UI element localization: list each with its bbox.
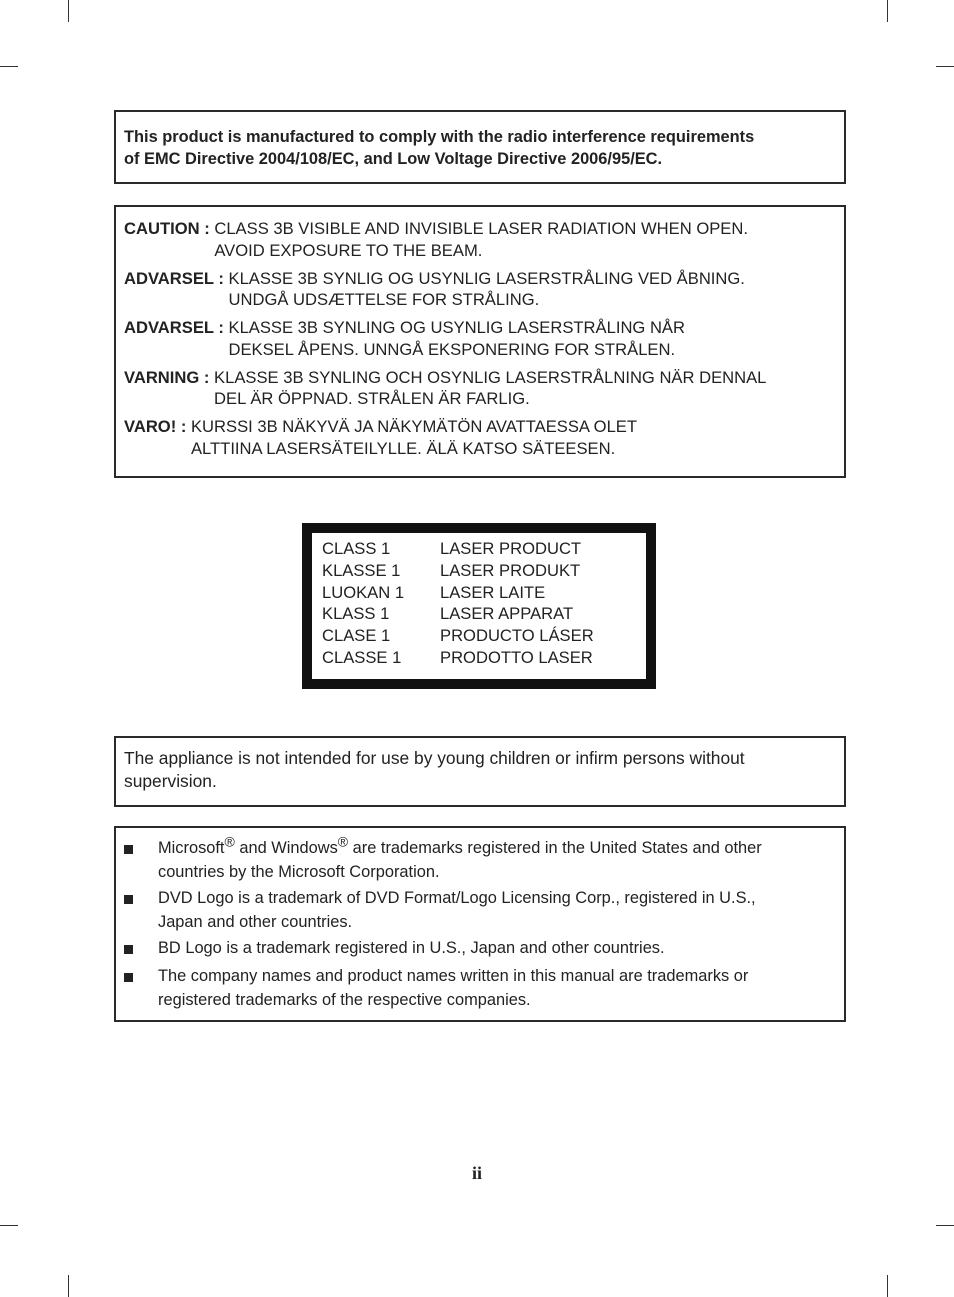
crop-mark (0, 1225, 18, 1226)
crop-mark (887, 0, 888, 22)
crop-mark (936, 66, 954, 67)
class-label-product: PRODOTTO LASER (440, 647, 593, 667)
warning-text: KLASSE 3B SYNLING OG USYNLIG LASERSTRÅLING NÅR (228, 318, 685, 337)
registered-mark: ® (224, 833, 235, 850)
square-bullet-icon (124, 973, 133, 982)
warning-label: ADVARSEL : (124, 318, 229, 337)
warning-text: KLASSE 3B SYNLING OCH OSYNLIG LASERSTRÅLNING NÄR DENNAL (214, 367, 767, 387)
page-number: ii (471, 1163, 482, 1183)
laser-warning-box (114, 205, 846, 478)
appliance-notice-box (114, 736, 846, 807)
laser-warning-norwegian (124, 317, 836, 360)
trademark-text: Microsoft® and Windows® are trademarks registered in the United States and other (158, 833, 762, 857)
crop-mark (0, 66, 18, 67)
registered-mark: ® (337, 833, 349, 850)
class-label-class: CLASS 1 (322, 539, 391, 558)
laser-warning-caution (124, 218, 836, 261)
class-label-product: LASER PRODUCT (440, 539, 582, 558)
trademark-item (124, 886, 836, 934)
warning-text: UNDGÅ UDSÆTTELSE FOR STRÅLING. (228, 290, 540, 309)
class-label-row (322, 625, 646, 647)
warning-text: DEKSEL ÅPENS. UNNGÅ EKSPONERING FOR STRÅLEN. (228, 339, 676, 359)
warning-text: CLASS 3B VISIBLE AND INVISIBLE LASER RADIATION WHEN OPEN. (214, 219, 748, 238)
trademark-text: BD Logo is a trademark registered in U.S., Japan and other countries. (158, 939, 665, 957)
trademark-text: countries by the Microsoft Corporation. (158, 863, 440, 881)
class-label-class: CLASE 1 (322, 626, 391, 646)
class-label-class: CLASSE 1 (322, 647, 402, 667)
class-label-class: KLASSE 1 (322, 560, 401, 580)
warning-label: CAUTION : (124, 219, 215, 238)
crop-mark (68, 0, 69, 22)
class-label-class: LUOKAN 1 (322, 582, 405, 602)
trademark-text: The company names and product names written in this manual are trademarks or (158, 967, 749, 985)
class-label-row (322, 603, 646, 625)
class-label-product: PRODUCTO LÁSER (440, 626, 594, 646)
laser-warning-finnish (124, 416, 836, 459)
warning-text: KURSSI 3B NÄKYVÄ JA NÄKYMÄTÖN AVATTAESSA OLET (190, 417, 637, 436)
laser-warning-danish (124, 268, 836, 311)
class-label-row (322, 538, 646, 560)
trademark-text: DVD Logo is a trademark of DVD Format/Logo Licensing Corp., registered in U.S., (158, 889, 756, 907)
class-label-class: KLASS 1 (322, 604, 390, 624)
trademark-item (124, 936, 836, 962)
square-bullet-icon (124, 845, 133, 854)
class-label-product: LASER PRODUKT (440, 560, 581, 580)
warning-text: ALTTIINA LASERSÄTEILYLLE. ÄLÄ KATSO SÄTEESEN. (190, 438, 616, 458)
warning-label: VARNING : (124, 367, 215, 387)
trademark-item (124, 964, 836, 1012)
warning-label: VARO! : (124, 417, 191, 436)
class-label-row (322, 647, 646, 669)
warning-text: AVOID EXPOSURE TO THE BEAM. (214, 240, 483, 260)
class-label-row (322, 582, 646, 604)
appliance-notice-line: The appliance is not intended for use by young children or infirm persons without (124, 748, 745, 768)
trademark-text: registered trademarks of the respective companies. (158, 991, 531, 1009)
class-label-row (322, 560, 646, 582)
emc-notice-line: This product is manufactured to comply with the radio interference requirements (124, 128, 755, 146)
warning-text: DEL ÄR ÖPPNAD. STRÅLEN ÄR FARLIG. (214, 389, 530, 408)
warning-text: KLASSE 3B SYNLIG OG USYNLIG LASERSTRÅLING VED ÅBNING. (228, 268, 745, 288)
class-label-product: LASER APPARAT (440, 604, 574, 624)
class-label-product: LASER LAITE (440, 582, 546, 602)
warning-label: ADVARSEL : (124, 268, 229, 288)
square-bullet-icon (124, 895, 133, 904)
class-1-laser-label (302, 523, 656, 689)
crop-mark (936, 1225, 954, 1226)
crop-mark (68, 1275, 69, 1297)
laser-warning-swedish (124, 367, 836, 410)
crop-mark (887, 1275, 888, 1297)
square-bullet-icon (124, 945, 133, 954)
trademark-text: Japan and other countries. (158, 913, 353, 931)
trademarks-box (114, 826, 846, 1022)
emc-notice-line: of EMC Directive 2004/108/EC, and Low Voltage Directive 2006/95/EC. (124, 150, 663, 168)
emc-notice-box (114, 110, 846, 184)
trademark-item (124, 833, 836, 884)
appliance-notice-line: supervision. (124, 771, 217, 791)
